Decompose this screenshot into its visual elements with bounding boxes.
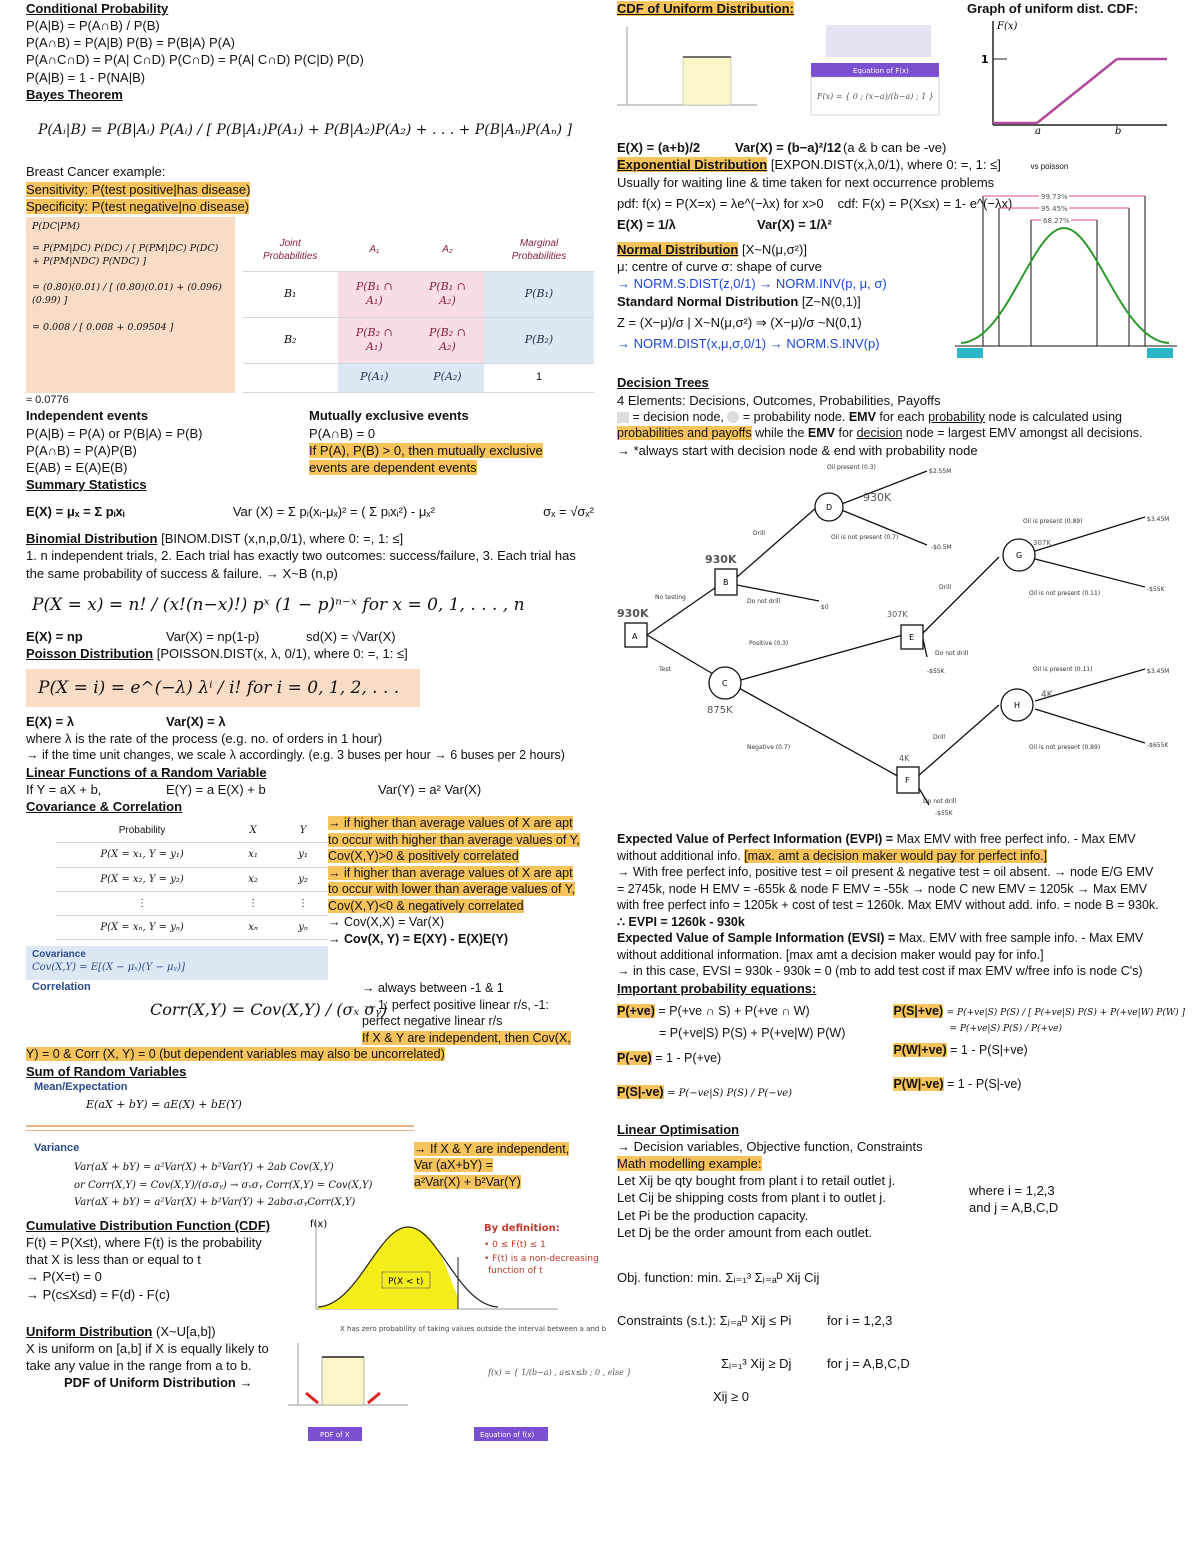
node-g-label: G [1016, 550, 1023, 560]
corr-note-2: → 1: perfect positive linear r/s, -1: [362, 997, 549, 1012]
section-title-linear-functions: Linear Functions of a Random Variable [26, 764, 267, 780]
node-f-value: 4K [899, 753, 910, 763]
evsi-l7b: Max. EMV with free sample info. - Max EMV [898, 931, 1144, 946]
section-title-normal: Normal Distribution [617, 242, 739, 258]
lp-where-2: and j = A,B,C,D [969, 1200, 1059, 1216]
dtree-line-1: 4 Elements: Decisions, Outcomes, Probabilities, Payoffs [617, 392, 941, 408]
lp-line-5: Let Pi be the production capacity. [617, 1207, 809, 1223]
evpi-l4: = 2745k, node H EMV = -655k & node F EMV = -55k → node C new EMV = 1205k → Max EMV [617, 881, 1148, 896]
jp-cell: P(A₁) [338, 363, 411, 392]
uniform-cdf-graph-title: Graph of uniform dist. CDF: [967, 1, 1139, 16]
branch-no-testing: No testing [655, 593, 686, 601]
normal-line-2: → NORM.S.DIST(z,0/1) → NORM.INV(p, μ, σ) [617, 276, 887, 292]
uniform-cdf-figure [617, 17, 957, 117]
cov-cell: P(X = x₂, Y = y₂) [56, 867, 228, 891]
branch-oil-absent: Oil is not present (0.7) [831, 533, 899, 541]
summary-sd: σₓ = √σₓ² [543, 504, 594, 520]
variance-label: Variance [34, 1141, 80, 1154]
branch-dont-drill-2: Do not drill [935, 649, 969, 657]
normal-line-1: μ: centre of curve σ: shape of curve [617, 259, 822, 275]
prob-p1b: = P(+ve ∩ S) + P(+ve ∩ W) [658, 1003, 810, 1018]
uniform-line-3: PDF of Uniform Distribution → [64, 1375, 253, 1391]
cov-note-5: to occur with lower than average values of Y, [328, 882, 575, 897]
jp-cell: P(B₁) [484, 271, 594, 317]
summary-variance: Var (X) = Σ pᵢ(xᵢ-μₓ)² = ( Σ pᵢxᵢ²) - μₓ² [232, 504, 435, 520]
cov-cell: x₂ [228, 867, 278, 891]
correlation-label: Correlation [32, 981, 91, 994]
dtree-l3d: for [838, 426, 854, 441]
payoff-7: -$55K [935, 809, 953, 817]
cov-cell: xₙ [228, 916, 278, 940]
lp-constraint-2: Σᵢ₌₁³ Xij ≥ Dj [721, 1356, 792, 1372]
exponential-cdf: cdf: F(x) = P(X≤x) = 1- e^(−λx) [837, 195, 1013, 211]
mutual-line-2: If P(A), P(B) > 0, then mutually exclusive [309, 442, 543, 458]
branch-test: Test [659, 665, 671, 673]
dtree-l2a: = decision node, [632, 409, 724, 424]
calc-line-2: = P(PM|DC) P(DC) / [ P(PM|DC) P(DC) + P(PM|NDC) P(NDC) ] [32, 243, 219, 267]
cov-cell: y₁ [278, 843, 328, 867]
prob-p3b: = 1 - P(+ve) [655, 1050, 722, 1065]
cond-line-2: P(A∩B) = P(A|B) P(B) = P(B|A) P(A) [26, 35, 235, 51]
bayes-formula: P(Aᵢ|B) = P(B|Aᵢ) P(Aᵢ) / [ P(B|A₁)P(A₁) + P(B|A₂)P(A₂) + . . . + P(B|Aₙ)P(Aₙ) ] [38, 121, 573, 138]
lp-constraint-2-range: for j = A,B,C,D [827, 1356, 910, 1372]
evpi-l2a: without additional info. [617, 848, 741, 863]
prob-p2c: = P(+ve|S) P(S) / P(+ve) [949, 1023, 1062, 1034]
section-title-uniform: Uniform Distribution [26, 1323, 153, 1339]
node-a-label: A [632, 631, 638, 641]
section-title-exponential: Exponential Distribution [617, 157, 768, 173]
uniform-line-1: X is uniform on [a,b] if X is equally likely to [26, 1341, 269, 1357]
jp-cell: P(B₂ ∩ A₂) [411, 317, 484, 363]
mutual-line-3: events are dependent events [309, 459, 477, 475]
lp-objective: Obj. function: min. Σᵢ₌₁³ Σⱼ₌ₐᴰ Xij Cij [617, 1269, 820, 1285]
svg-text:F(x) = { 0 ; (x−a)/(b−a) ; 1 }: F(x) = { 0 ; (x−a)/(b−a) ; 1 } [817, 92, 934, 102]
cov-note-3: Cov(X,Y)>0 & positively correlated [328, 849, 519, 864]
branch-positive: Positive (0.3) [749, 639, 789, 647]
decision-tree-diagram [617, 459, 1185, 827]
payoff-3: $3.45M [1147, 515, 1170, 523]
jp-cell: 1 [484, 363, 594, 392]
section-title-binomial: Binomial Distribution [26, 531, 158, 547]
sum-note-1: → If X & Y are independent, [414, 1141, 570, 1156]
cdf-def-2: • F(t) is a non-decreasing [484, 1253, 599, 1264]
uniform-note: (a & b can be -ve) [843, 140, 947, 156]
cdf-normal-curve-figure [288, 1217, 599, 1317]
normal-distribution-figure [947, 178, 1185, 364]
dtree-l2c: EMV [848, 409, 876, 424]
cdf-graph-b: b [1115, 126, 1122, 138]
section-title-sum: Sum of Random Variables [26, 1063, 187, 1079]
branch-dont-drill-1: Do not drill [747, 597, 781, 605]
jp-cell: P(A₂) [411, 363, 484, 392]
cdf-def-1: • 0 ≤ F(t) ≤ 1 [484, 1239, 546, 1250]
breast-cancer-example: Breast Cancer example: [26, 164, 166, 180]
dtree-l2e: probability [928, 409, 986, 424]
poisson-formula: P(X = i) = e^(−λ) λⁱ / i! for i = 0, 1, 2, . . . [26, 669, 420, 707]
poisson-line-1: where λ is the rate of the process (e.g. no. of orders in 1 hour) [26, 731, 383, 747]
cov-cell: P(X = x₁, Y = y₁) [56, 843, 228, 867]
mutual-line-1: P(A∩B) = 0 [309, 425, 376, 441]
branch-drill-2: Drill [939, 583, 952, 591]
jp-cell [243, 363, 338, 392]
uniform-expectation: E(X) = (a+b)/2 [617, 140, 701, 156]
evpi-l2b: [max. amt a decision maker would pay for perfect info.] [744, 848, 1048, 863]
linear-expectation: E(Y) = a E(X) + b [166, 781, 266, 797]
node-b-value: 930K [705, 552, 737, 566]
binomial-excel: [BINOM.DIST (x,n,p,0/1), where 0: =, 1: ≤] [161, 531, 404, 547]
corr-note-3: perfect negative linear r/s [362, 1014, 503, 1029]
variance-formula-2: or Corr(X,Y) = Cov(X,Y)/(σₓσᵧ) → σₓσᵧ Corr(X,Y) = Cov(X,Y) [74, 1179, 373, 1191]
pct-95: 95.45% [1041, 205, 1068, 214]
calc-result: ≈ 0.0776 [26, 393, 69, 406]
covariance-label: Covariance [32, 949, 86, 961]
indep-line-3: E(AB) = E(A)E(B) [26, 459, 128, 475]
uniform-pdf-figure [288, 1323, 632, 1445]
dtree-l2b: = probability node. [742, 409, 846, 424]
standard-normal-z: Z = (X−μ)/σ | X~N(μ,σ²) ⇒ (X−μ)/σ ~N(0,1) [617, 314, 862, 330]
jp-cell: P(B₁ ∩ A₁) [338, 271, 411, 317]
sum-note-3: a²Var(X) + b²Var(Y) [414, 1174, 521, 1189]
branch-oil-present-g: Oil is present (0.89) [1023, 517, 1083, 525]
evpi-l1a: Expected Value of Perfect Information (EVPI) = [617, 832, 894, 847]
bayes-calculation-box [26, 217, 235, 393]
indep-line-1: P(A|B) = P(A) or P(B|A) = P(B) [26, 425, 203, 441]
uniform-notation: (X~U[a,b]) [156, 1323, 216, 1339]
prob-p4b: = 1 - P(S|+ve) [950, 1042, 1028, 1057]
node-g-value: 307K [1033, 538, 1051, 547]
jp-cell: B₂ [243, 317, 338, 363]
binomial-line-1: 1. n independent trials, 2. Each trial has exactly two outcomes: success/failure, 3. Each trial has [26, 548, 576, 564]
payoff-6: -$655K [1147, 741, 1169, 749]
section-title-uniform-cdf: CDF of Uniform Distribution: [617, 1, 794, 16]
section-title-linear-optimisation: Linear Optimisation [617, 1121, 740, 1137]
cdf-line-4: → P(c≤X≤d) = F(d) - F(c) [26, 1286, 170, 1302]
dtree-l3f: node = largest EMV amongst all decisions. [905, 426, 1143, 441]
correlation-formula: Corr(X,Y) = Cov(X,Y) / (σₓ σᵧ) [150, 999, 388, 1019]
lp-constraint-1-range: for i = 1,2,3 [827, 1313, 893, 1328]
section-title-mutually-exclusive: Mutually exclusive events [309, 408, 469, 424]
section-title-summary: Summary Statistics [26, 477, 147, 493]
payoff-neg-e: -$55K [927, 667, 945, 675]
divider [26, 1125, 414, 1131]
sum-note-2: Var (aX+bY) = [414, 1158, 493, 1173]
poisson-line-2: → if the time unit changes, we scale λ accordingly. (e.g. 3 buses per hour → 6 buses per 2 hours) [26, 748, 565, 763]
jp-header-1: A₁ [338, 229, 411, 271]
section-title-probability-equations: Important probability equations: [617, 980, 817, 996]
prob-p2a: P(S|+ve) [893, 1003, 944, 1018]
dtree-l3c: EMV [807, 426, 835, 441]
cov-note-4: → if higher than average values of X are apt [328, 865, 573, 880]
node-h-value: 4K [1041, 689, 1053, 700]
lp-line-1: → Decision variables, Objective function, Constraints [617, 1138, 923, 1154]
branch-oil-absent-g: Oil is not present (0.11) [1029, 589, 1101, 597]
cdf-def-3: function of t [488, 1265, 543, 1276]
cdf-def-title: By definition: [484, 1222, 560, 1234]
dtree-l2d: for each [879, 409, 925, 424]
lp-line-4: Let Cij be shipping costs from plant i to outlet j. [617, 1190, 886, 1206]
payoff-5: $3.45M [1147, 667, 1170, 675]
cov-note-1: → if higher than average values of X are apt [328, 816, 573, 831]
variance-formula-1: Var(aX + bY) = a²Var(X) + b²Var(Y) + 2ab Cov(X,Y) [74, 1162, 334, 1174]
cdf-graph-a: a [1035, 126, 1041, 138]
prob-p5b: = P(−ve|S) P(S) / P(−ve) [667, 1088, 793, 1100]
section-title-conditional: Conditional Probability [26, 1, 169, 16]
payoff-zero: $0 [821, 603, 829, 611]
binomial-formula: P(X = x) = n! / (x!(n−x)!) pˣ (1 − p)ⁿ⁻ˣ for x = 0, 1, . . . , n [32, 594, 525, 615]
evpi-l3: → With free perfect info, positive test = oil present & negative test = oil absent. → node E/G EMV [617, 865, 1154, 880]
poisson-variance: Var(X) = λ [166, 713, 226, 729]
corr-note-4: If X & Y are independent, then Cov(X, [362, 1030, 571, 1045]
exponential-line-1: Usually for waiting line & time taken for next occurrence problems [617, 174, 995, 190]
exponential-pdf: pdf: f(x) = P(X=x) = λe^(−λx) for x>0 [617, 195, 824, 211]
node-d-value: 930K [863, 490, 892, 504]
jp-cell: P(B₁ ∩ A₂) [411, 271, 484, 317]
payoff-2: -$0.5M [931, 543, 952, 551]
node-h-label: H [1014, 700, 1021, 710]
dtree-l3e: decision [856, 426, 903, 441]
binomial-sd: sd(X) = √Var(X) [306, 629, 396, 645]
binomial-line-2: the same probability of success & failure. → X~B (n,p) [26, 565, 338, 581]
node-c-label: C [722, 678, 728, 688]
uniform-line-2: take any value in the range from a to b. [26, 1358, 252, 1374]
section-title-covariance: Covariance & Correlation [26, 799, 183, 815]
cond-line-1: P(A|B) = P(A∩B) / P(B) [26, 18, 160, 34]
standard-normal-notation: [Z~N(0,1)] [801, 293, 861, 309]
section-title-decision-trees: Decision Trees [617, 375, 709, 391]
payoff-1: $2.55M [929, 467, 952, 475]
branch-oil-absent-h: Oil is not present (0.89) [1029, 743, 1101, 751]
exponential-variance: Var(X) = 1/λ² [757, 216, 832, 232]
prob-p3a: P(-ve) [617, 1050, 652, 1065]
branch-drill-1: Drill [753, 529, 766, 537]
node-d-label: D [826, 502, 833, 512]
linear-if: If Y = aX + b, [26, 781, 102, 797]
jp-header-0: Joint Probabilities [243, 229, 338, 271]
joint-probability-table [243, 229, 594, 393]
corr-note-1: → always between -1 & 1 [362, 981, 504, 996]
lp-line-6: Let Dj be the order amount from each outlet. [617, 1224, 873, 1240]
dtree-l3a: probabilities and payoffs [617, 426, 752, 441]
corr-note-5: Y) = 0 & Corr (X, Y) = 0 (but dependent variables may also be uncorrelated) [26, 1047, 445, 1062]
cov-header: Probability [56, 819, 228, 843]
dtree-line-4: → *always start with decision node & end with probability node [617, 442, 978, 458]
cov-note-6: Cov(X,Y)<0 & negatively correlated [328, 898, 524, 913]
jp-header-2: A₂ [411, 229, 484, 271]
cov-cell: x₁ [228, 843, 278, 867]
cdf-graph-one: 1 [981, 53, 989, 67]
section-title-poisson: Poisson Distribution [26, 646, 154, 662]
cov-note-2: to occur with higher than average values of Y, [328, 832, 580, 847]
uniform-fig-note: X has zero probability of taking values outside the interval between a and b [340, 1324, 607, 1333]
node-e-label: E [909, 632, 915, 642]
cov-cell: ⋮ [228, 891, 278, 915]
indep-line-2: P(A∩B) = P(A)P(B) [26, 442, 137, 458]
cond-line-4: P(A|B) = 1 - P(NA|B) [26, 69, 146, 85]
svg-text:f(x) = { 1/(b−a) , a≤x≤b ; 0 ,: f(x) = { 1/(b−a) , a≤x≤b ; 0 , else } [488, 1367, 632, 1377]
cdf-line-1: F(t) = P(X≤t), where F(t) is the probability [26, 1235, 262, 1251]
branch-dont-drill-3: Do not drill [923, 797, 957, 805]
prob-p1a: P(+ve) [617, 1003, 655, 1018]
node-e-value: 307K [887, 609, 908, 619]
lp-constraint-1: Constraints (s.t.): Σⱼ₌ₐᴰ Xij ≤ Pi [617, 1313, 792, 1328]
node-c-value: 875K [707, 704, 733, 716]
uniform-variance: Var(X) = (b−a)²/12 [735, 140, 842, 156]
mean-label: Mean/Expectation [34, 1080, 128, 1093]
cov-header: Y [278, 819, 328, 843]
vs-poisson: vs poisson [1030, 162, 1069, 172]
section-title-standard-normal: Standard Normal Distribution [617, 293, 799, 309]
mean-formula: E(aX + bY) = aE(X) + bE(Y) [86, 1098, 242, 1112]
section-title-independent: Independent events [26, 408, 149, 424]
section-title-bayes: Bayes Theorem [26, 86, 123, 102]
cdf-graph-fx-label: F(x) [997, 21, 1018, 33]
cov-cell: ⋮ [278, 891, 328, 915]
variance-formula-3: Var(aX + bY) = a²Var(X) + b²Var(Y) + 2abσₓσᵧCorr(X,Y) [74, 1196, 356, 1208]
equation-button-label: Equation of f(x) [480, 1430, 535, 1439]
poisson-excel: [POISSON.DIST(x, λ, 0/1), where 0: =, 1: ≤] [156, 646, 408, 662]
node-a-value: 930K [617, 606, 649, 620]
cov-cell: yₙ [278, 916, 328, 940]
cdf-axis-label: f(x) [310, 1218, 328, 1230]
lp-line-3: Let Xij be qty bought from plant i to retail outlet j. [617, 1173, 896, 1189]
dtree-l3b: while the [755, 426, 805, 441]
left-column [26, 0, 632, 1445]
sensitivity-line: Sensitivity: P(test positive|has disease) [26, 181, 251, 197]
uniform-cdf-graph [967, 17, 1177, 138]
payoff-4: -$55K [1147, 585, 1165, 593]
node-f-label: F [905, 775, 910, 785]
cov-cell: P(X = xₙ, Y = yₙ) [56, 916, 228, 940]
evsi-l9: → in this case, EVSI = 930k - 930k = 0 (mb to add test cost if max EMV w/free info is node C's) [617, 964, 1143, 979]
jp-header-3: Marginal Probabilities [484, 229, 594, 271]
calc-line-1: P(DC|PM) [32, 220, 81, 232]
cdf-line-3: → P(X=t) = 0 [26, 1269, 102, 1285]
cov-cell: y₂ [278, 867, 328, 891]
binomial-variance: Var(X) = np(1-p) [166, 629, 260, 645]
prob-p6a: P(W|-ve) [893, 1077, 944, 1091]
branch-oil-present: Oil present (0.3) [827, 463, 876, 471]
right-column [617, 0, 1185, 1405]
prob-p4a: P(W|+ve) [893, 1042, 947, 1057]
normal-line-3: → NORM.DIST(x,μ,σ,0/1) → NORM.S.INV(p) [617, 335, 880, 351]
branch-oil-present-h: Oil is present (0.11) [1033, 665, 1093, 673]
normal-notation: [X~N(μ,σ²)] [741, 242, 807, 258]
ucdf-equation-button: Equation of F(x) [853, 67, 909, 76]
branch-neg-drill: Drill [933, 733, 946, 741]
specificity-line: Specificity: P(test negative|no disease) [26, 198, 250, 214]
cdf-line-2: that X is less than or equal to t [26, 1252, 201, 1268]
lp-line-2: Math modelling example: [617, 1156, 762, 1172]
summary-expectation: E(X) = μₓ = Σ pᵢxᵢ [26, 504, 125, 520]
node-b-label: B [723, 577, 729, 587]
exponential-expectation: E(X) = 1/λ [617, 216, 676, 232]
jp-cell: P(B₂) [484, 317, 594, 363]
cov-header: X [228, 819, 278, 843]
cond-line-3: P(A∩C∩D) = P(A| C∩D) P(C∩D) = P(A| C∩D) P(C|D) P(D) [26, 52, 364, 68]
linear-variance: Var(Y) = a² Var(X) [378, 781, 482, 797]
jp-cell: B₁ [243, 271, 338, 317]
evpi-l6: ∴ EVPI = 1260k - 930k [617, 914, 745, 929]
probability-node-icon [727, 411, 739, 423]
pdf-button-label: PDF of X [320, 1430, 350, 1439]
cdf-area-label: P(X < t) [388, 1276, 424, 1287]
calc-line-3: = (0.80)(0.01) / [ (0.80)(0.01) + (0.096)(0.99) ] [32, 282, 222, 306]
covariance-table [56, 819, 328, 940]
jp-cell: P(B₂ ∩ A₁) [338, 317, 411, 363]
cov-note-7: → Cov(X,X) = Var(X) [328, 915, 445, 930]
pct-99: 99.73% [1041, 193, 1068, 202]
prob-p2b: = P(+ve|S) P(S) / [ P(+ve|S) P(S) + P(+ve|W) P(W) ] [946, 1007, 1185, 1018]
prob-p6b: = 1 - P(S|-ve) [946, 1077, 1022, 1091]
branch-negative: Negative (0.7) [747, 743, 791, 751]
covariance-formula: Cov(X,Y) = E[(X − μₓ)(Y − μᵧ)] [32, 962, 185, 974]
prob-p5a: P(S|-ve) [617, 1085, 664, 1100]
poisson-expectation: E(X) = λ [26, 713, 75, 729]
calc-line-4: = 0.008 / [ 0.008 + 0.09504 ] [32, 321, 174, 333]
cov-note-8: → Cov(X, Y) = E(XY) - E(X)E(Y) [328, 931, 508, 946]
exponential-excel: [EXPON.DIST(x,λ,0/1), where 0: =, 1: ≤] [770, 157, 1001, 173]
evsi-l8: without additional information. [max amt a decision maker would pay for info.] [617, 947, 1044, 962]
evpi-l5: with free perfect info = 1205k + cost of test = 1260k. Max EMV without add. info. = node B = 930k. [617, 898, 1159, 913]
evsi-l7a: Expected Value of Sample Information (EVSI) = [617, 931, 896, 946]
dtree-l2f: node is calculated using [988, 409, 1122, 424]
binomial-expectation: E(X) = np [26, 629, 83, 645]
section-title-cdf: Cumulative Distribution Function (CDF) [26, 1217, 271, 1233]
covariance-panel [26, 946, 328, 980]
decision-node-icon [617, 412, 629, 423]
cov-cell: ⋮ [56, 891, 228, 915]
lp-where-1: where i = 1,2,3 [969, 1183, 1055, 1199]
prob-p1c: = P(+ve|S) P(S) + P(+ve|W) P(W) [659, 1026, 846, 1041]
evpi-l1b: Max EMV with free perfect info. - Max EMV [896, 832, 1136, 847]
pct-68: 68.27% [1043, 217, 1070, 226]
lp-constraint-3: Xij ≥ 0 [713, 1389, 750, 1405]
